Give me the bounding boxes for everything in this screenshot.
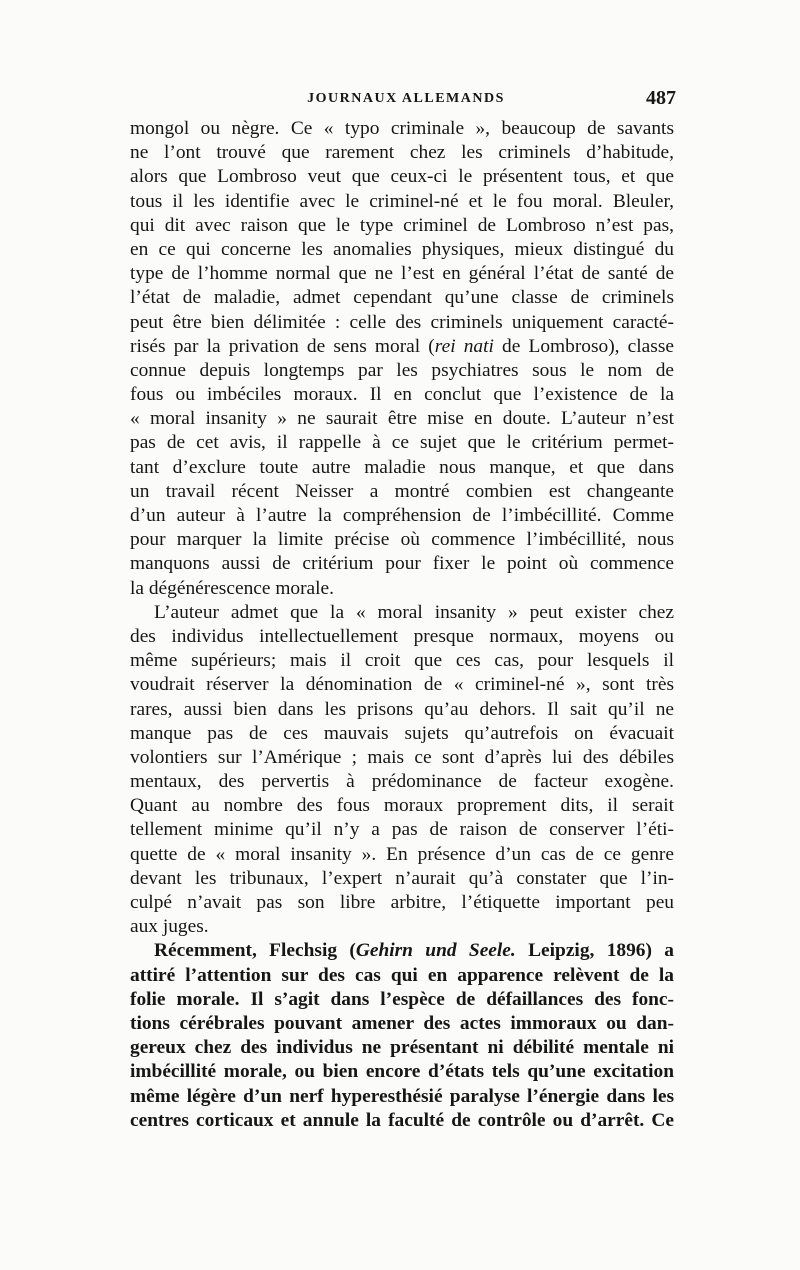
text-line: manquons aussi de critérium pour fixer le point où commence [130,553,674,575]
text-line: tous il les identifie avec le criminel-né et le fou moral. Bleuler, [130,190,674,212]
text-line: tant d’exclure toute autre maladie nous manque, et que dans [130,456,674,478]
text-line: des individus intellectuellement presque normaux, moyens ou [130,625,674,647]
text-line: pour marquer la limite précise où commence l’imbécillité, nous [130,529,674,551]
text-line: pas de cet avis, il rappelle à ce sujet que le critérium permet- [130,432,674,454]
text-line: L’auteur admet que la « moral insanity » peut exister chez [154,601,674,623]
text-line: « moral insanity » ne saurait être mise en doute. L’auteur n’est [130,408,674,430]
text-line: d’un auteur à l’autre la compréhension de l’imbécillité. Comme [130,505,674,526]
page-number: 487 [646,87,676,109]
text-line: qui dit avec raison que le type criminel de Lombroso n’est pas, [130,214,674,236]
paragraph [130,117,674,601]
text-line: manque pas de ces mauvais sujets qu’autrefois on évacuait [130,722,674,744]
text-line: même légère d’un nerf hyperesthésié paralyse l’énergie dans les [130,1085,674,1107]
text-line: la dégénérescence morale. [130,577,335,599]
text-line: gereux chez des individus ne présentant ni débilité mentale ni [130,1037,674,1059]
text-line: imbécillité morale, ou bien encore d’états tels qu’une excitation [130,1061,674,1083]
text-line: devant les tribunaux, l’expert n’aurait qu’à constater que l’in- [130,867,674,889]
text-line: culpé n’avait pas son libre arbitre, l’étiquette important peu [130,892,674,913]
text-line: en ce qui concerne les anomalies physiques, mieux distingué du [130,238,674,260]
text-line: centres corticaux et annule la faculté de contrôle ou d’arrêt. Ce [130,1109,674,1131]
running-title: JOURNAUX ALLEMANDS [307,91,505,106]
text-line: attiré l’attention sur des cas qui en apparence relèvent de la [130,964,674,986]
text-line: Quant au nombre des fous moraux proprement dits, il serait [130,795,674,817]
text-line: fous ou imbéciles moraux. Il en conclut que l’existence de la [130,384,674,406]
text-line: même supérieurs; mais il croit que ces cas, pour lesquels il [130,650,674,672]
text-line: voudrait réserver la dénomination de « criminel-né », sont très [130,674,674,696]
text-line: un travail récent Neisser a montré combien est changeante [130,480,674,502]
text-line: risés par la privation de sens moral (rei nati de Lombroso), classe [130,335,674,357]
running-head [130,89,682,109]
text-line: ne l’ont trouvé que rarement chez les criminels d’habitude, [130,142,674,164]
text-line: volontiers sur l’Amérique ; mais ce sont d’après lui des débiles [130,746,674,768]
text-line: rares, aussi bien dans les prisons qu’au dehors. Il sait qu’il ne [130,698,674,720]
text-line: connue depuis longtemps par les psychiatres sous le nom de [130,359,674,381]
text-line: l’état de maladie, admet cependant qu’une classe de criminels [130,287,674,309]
text-line: quette de « moral insanity ». En présence d’un cas de ce genre [130,843,674,865]
text-line: alors que Lombroso veut que ceux-ci le présentent tous, et que [130,166,674,188]
text-line: folie morale. Il s’agit dans l’espèce de défaillances des fonc- [130,988,674,1010]
paragraph [130,939,674,1133]
body-text [130,117,674,1133]
text-line: Récemment, Flechsig (Gehirn und Seele. Leipzig, 1896) a [154,940,674,962]
text-line: tellement minime qu’il n’y a pas de raison de conserver l’éti- [130,819,674,841]
text-line: mongol ou nègre. Ce « typo criminale », beaucoup de savants [130,118,674,139]
text-line: aux juges. [130,916,209,938]
text-line: peut être bien délimitée : celle des criminels uniquement caracté- [130,311,674,333]
paragraph [130,601,674,940]
text-line: mentaux, des pervertis à prédominance de facteur exogène. [130,771,674,793]
text-line: type de l’homme normal que ne l’est en général l’état de santé de [130,263,674,285]
text-line: tions cérébrales pouvant amener des actes immoraux ou dan- [130,1012,674,1034]
